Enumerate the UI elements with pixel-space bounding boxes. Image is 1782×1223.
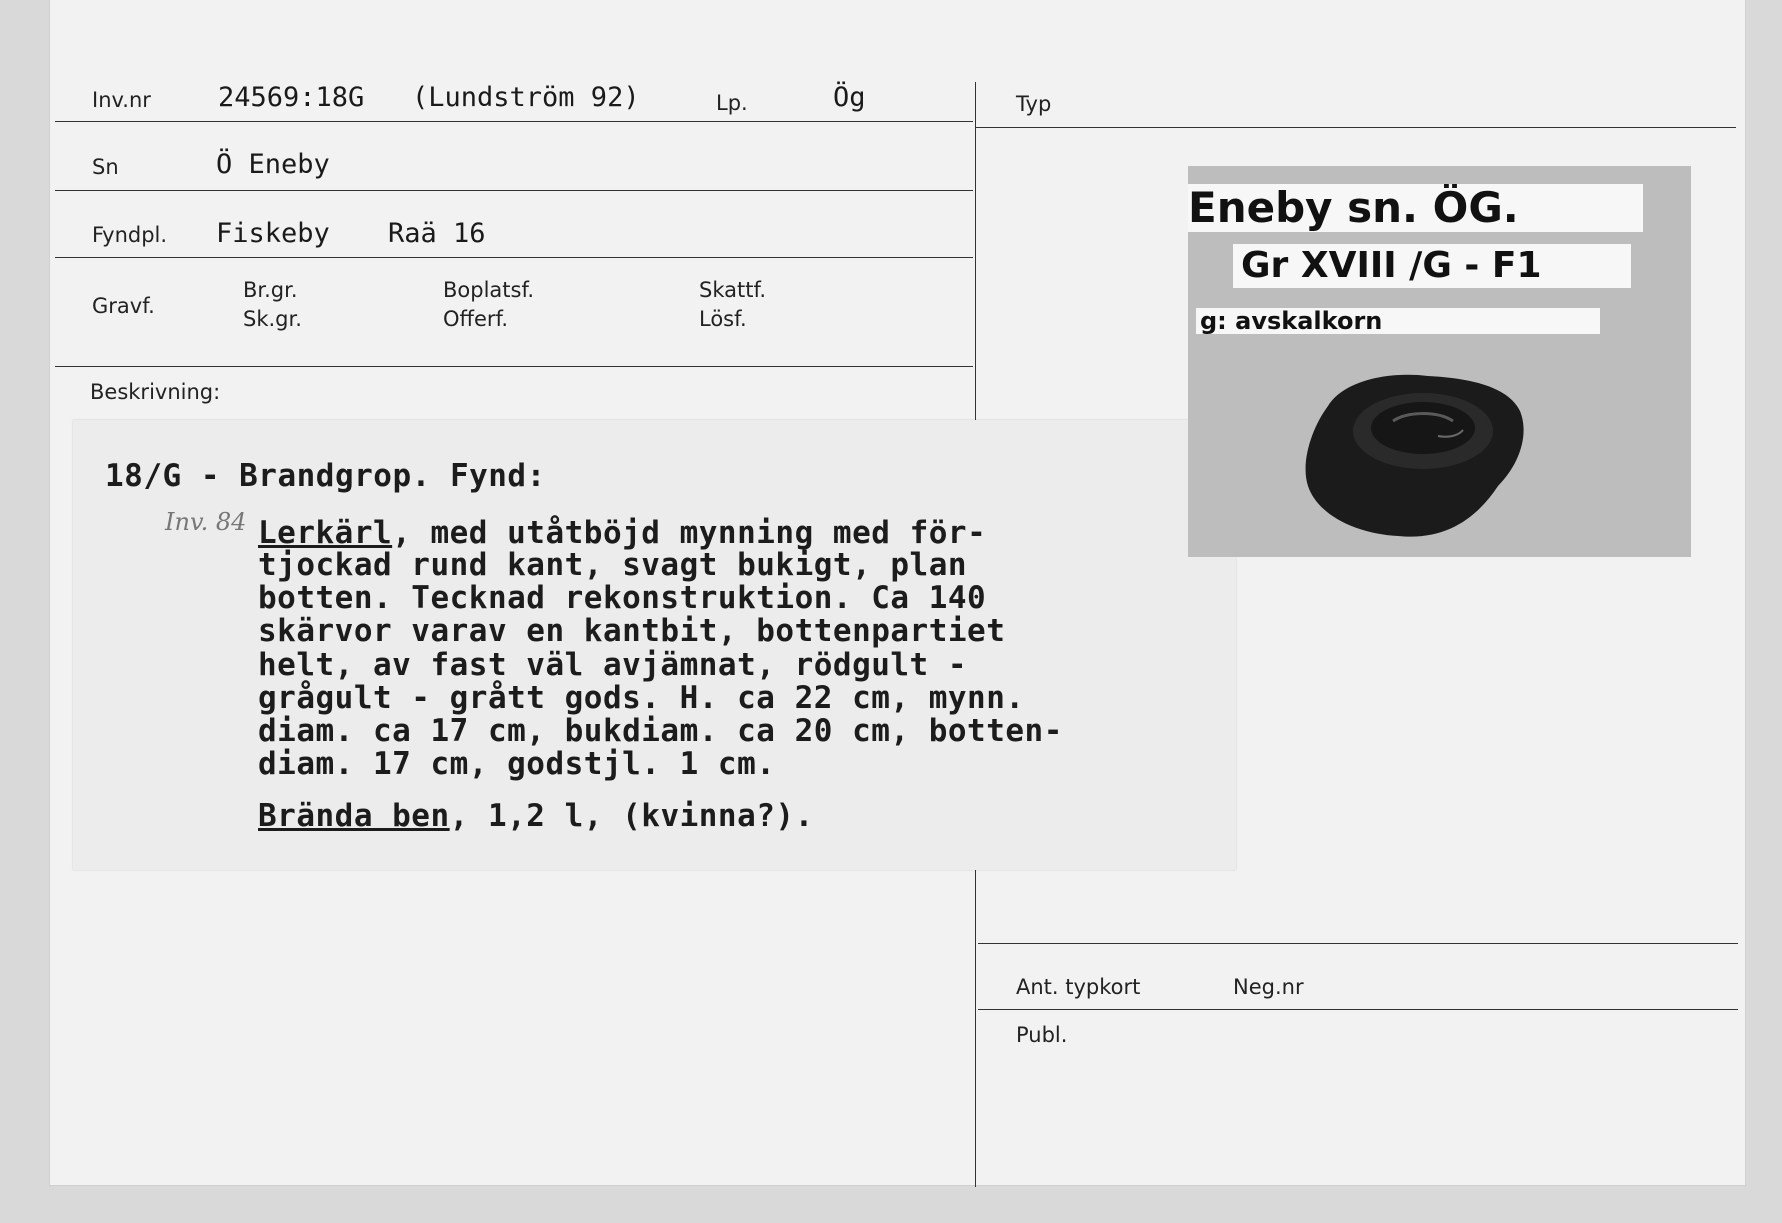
pottery-sherd-image [1298,366,1528,546]
divider-gravf [55,366,973,367]
fyndpl-raa: Raä 16 [388,218,486,249]
divider-publ [978,1009,1738,1010]
description-line: grågult - grått gods. H. ca 22 cm, mynn. [258,680,1025,716]
br-gr-label: Br.gr. [243,278,298,302]
invnr-note: (Lundström 92) [412,82,640,113]
losf-label: Lösf. [699,307,747,331]
sk-gr-label: Sk.gr. [243,307,302,331]
description-heading: 18/G - Brandgrop. Fynd: [105,458,546,494]
divider-fyndpl [55,257,973,258]
description-line: tjockad rund kant, svagt bukigt, plan [258,547,968,583]
lp-label: Lp. [716,91,748,115]
description-line: botten. Tecknad rekonstruktion. Ca 140 [258,580,987,616]
description-line: diam. ca 17 cm, bukdiam. ca 20 cm, botten- [258,713,1063,749]
photo-label-line2: Gr XVIII /G - F1 [1233,244,1631,288]
item1-name: Lerkärl [258,515,393,551]
photo-label-line1: Eneby sn. ÖG. [1188,184,1643,232]
item1-rest: , med utåtböjd mynning med för- [392,515,987,551]
description-line: skärvor varav en kantbit, bottenpartiet [258,613,1006,649]
skattf-label: Skattf. [699,278,766,302]
fyndpl-value: Fiskeby [216,218,330,249]
divider-typ [976,127,1736,128]
description-item1 [258,515,986,551]
publ-label: Publ. [1016,1023,1068,1047]
sn-value: Ö Eneby [216,149,330,180]
description-line: diam. 17 cm, godstjl. 1 cm. [258,746,776,782]
sn-label: Sn [92,155,119,179]
photo-label-line3: g: avskalkorn [1196,308,1600,334]
description-line: helt, av fast väl avjämnat, rödgult - [258,647,968,683]
description-item2 [258,798,814,834]
invnr-value: 24569:18G [218,82,365,113]
fyndpl-label: Fyndpl. [92,223,168,247]
beskrivning-label: Beskrivning: [90,380,221,404]
ant-typkort-label: Ant. typkort [1016,975,1141,999]
item2-name: Brända ben [258,798,450,834]
boplatsf-label: Boplatsf. [443,278,535,302]
handwritten-note: Inv. 84 [165,508,247,536]
offerf-label: Offerf. [443,307,509,331]
gravf-label: Gravf. [92,294,155,318]
divider-header [55,121,973,122]
divider-sn [55,190,973,191]
divider-ant [978,943,1738,944]
lp-value: Ög [833,82,866,113]
artifact-photo [1188,166,1691,557]
invnr-label: Inv.nr [92,88,151,112]
typ-label: Typ [1016,92,1052,116]
item2-rest: , 1,2 l, (kvinna?). [449,798,814,834]
negnr-label: Neg.nr [1233,975,1304,999]
